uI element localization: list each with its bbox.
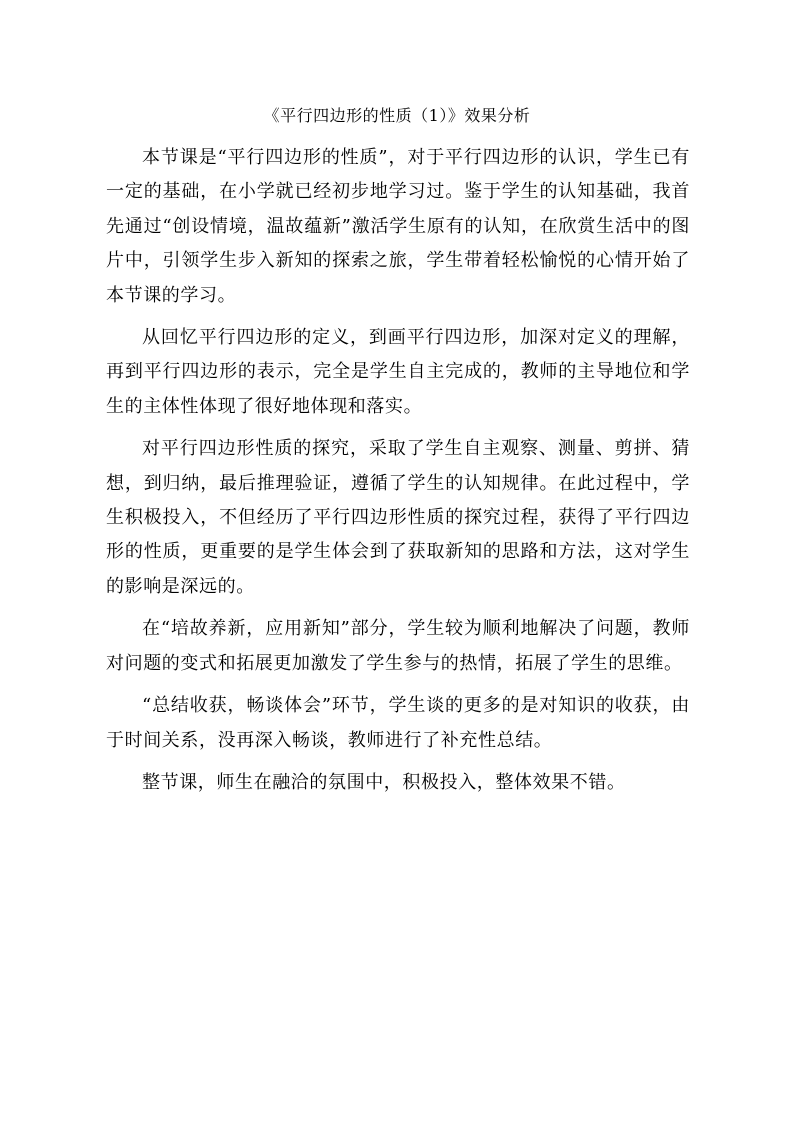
paragraph-conclusion: 整节课，师生在融洽的氛围中，积极投入，整体效果不错。	[142, 771, 626, 793]
paragraph-summary: “总结收获，畅谈体会”环节，学生谈的更多的是对知识的收获，由于时间关系，没再深入畅谈，教师进行了补充性总结。	[106, 695, 690, 751]
paragraph-application: 在“培故养新，应用新知”部分，学生较为顺利地解决了问题，教师对问题的变式和拓展更加激发了学生参与的热情，拓展了学生的思维。	[106, 618, 690, 674]
document-title: 《平行四边形的性质（1）》效果分析	[263, 106, 531, 125]
paragraph-definition: 从回忆平行四边形的定义，到画平行四边形，加深对定义的理解，再到平行四边形的表示，完全是学生自主完成的，教师的主导地位和学生的主体性体现了很好地体现和落实。	[106, 327, 690, 417]
paragraph-intro: 本节课是“平行四边形的性质”，对于平行四边形的认识，学生已有一定的基础，在小学就已经初步地学习过。鉴于学生的认知基础，我首先通过“创设情境，温故蕴新”激活学生原有的认知，在欣赏生活中的图片中，引领学生步入新知的探索之旅，学生带着轻松愉悦的心情开始了本节课的学习。	[106, 147, 690, 306]
paragraph-exploration: 对平行四边形性质的探究，采取了学生自主观察、测量、剪拼、猜想，到归纳，最后推理验证，遵循了学生的认知规律。在此过程中，学生积极投入，不但经历了平行四边形性质的探究过程，获得了平行四边形的性质，更重要的是学生体会到了获取新知的思路和方法，这对学生的影响是深远的。	[106, 438, 690, 597]
document-body	[106, 141, 690, 800]
